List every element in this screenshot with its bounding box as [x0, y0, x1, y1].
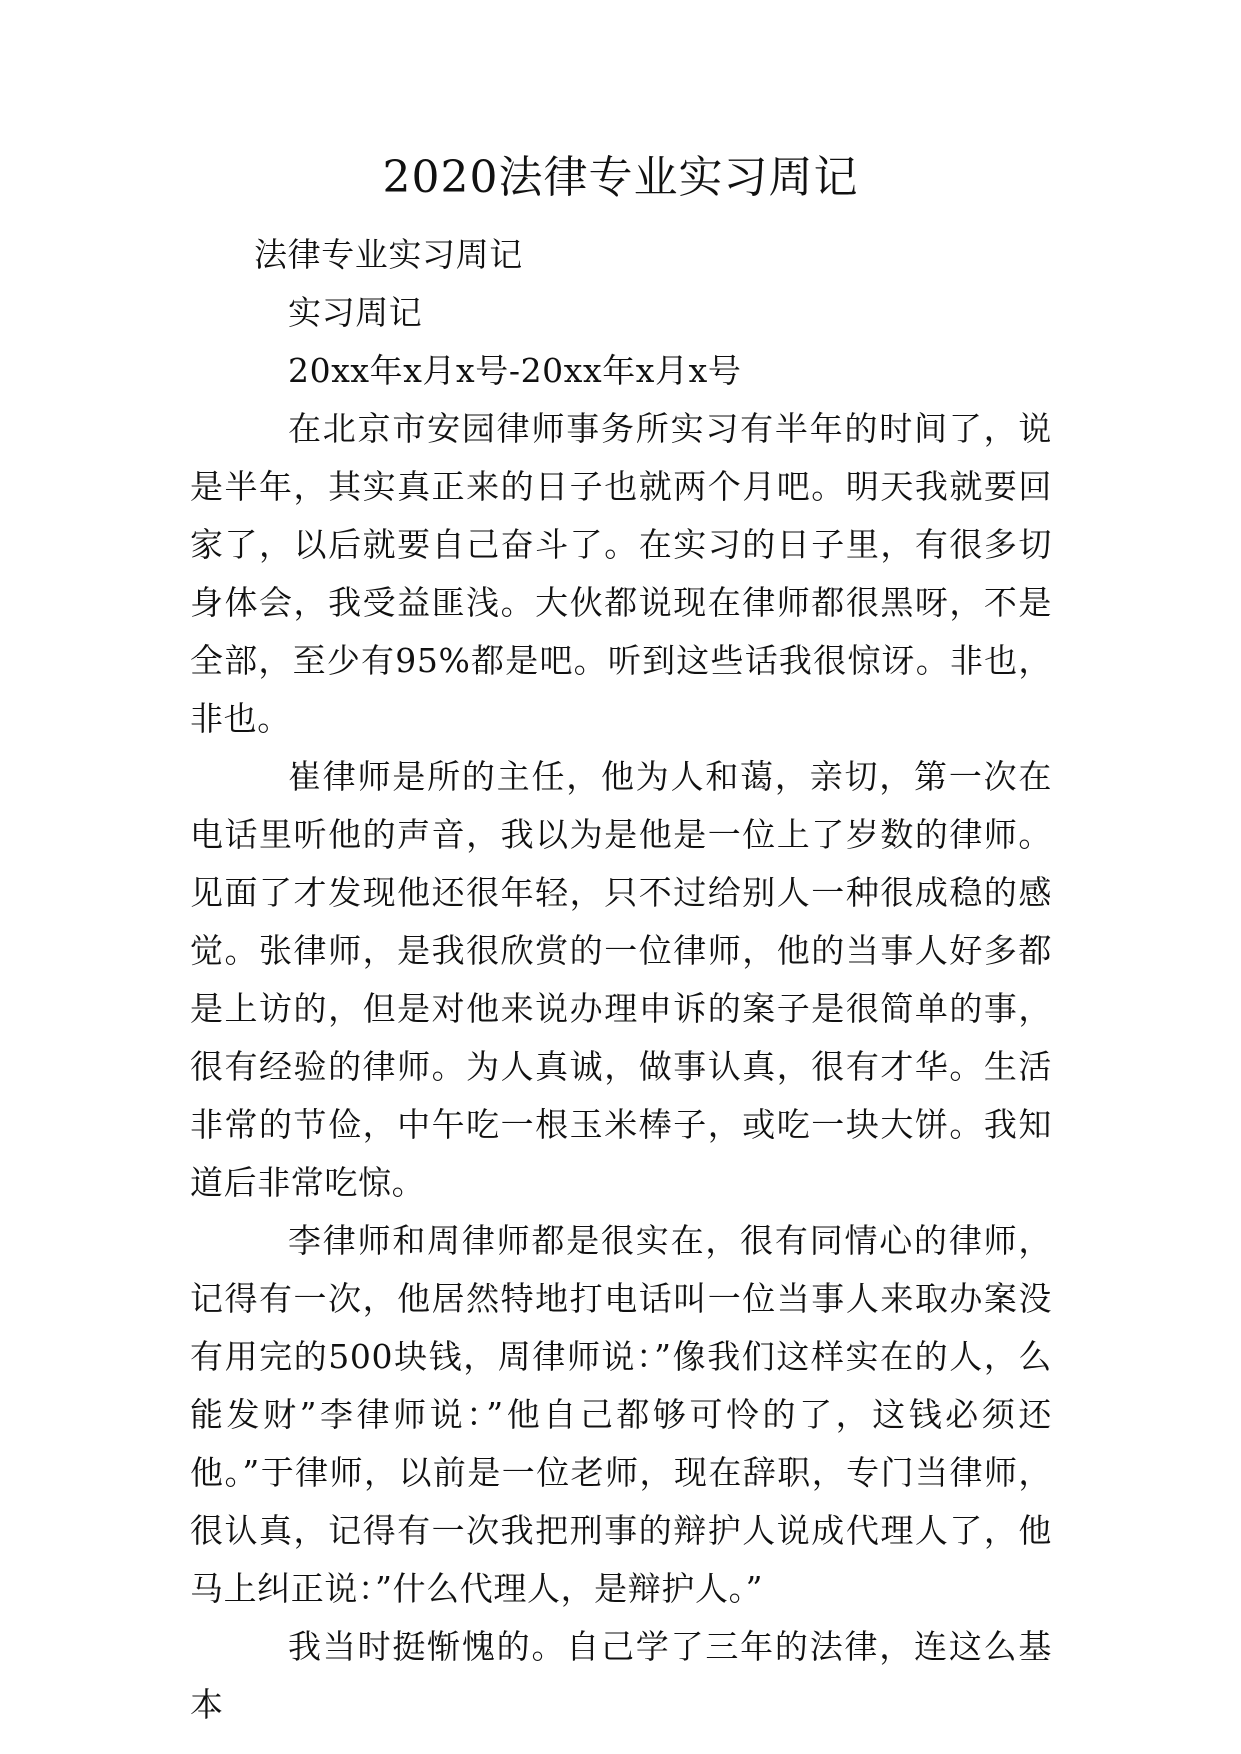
paragraph: 崔律师是所的主任，他为人和蔼，亲切，第一次在电话里听他的声音，我以为是他是一位上了岁数的律师。见面了才发现他还很年轻，只不过给别人一种很成稳的感觉。张律师，是我很欣赏的一位律师，他的当事人好多都是上访的，但是对他来说办理申诉的案子是很简单的事，很有经验的律师。为人真诚，做事认真，很有才华。生活非常的节俭，中午吃一根玉米棒子，或吃一块大饼。我知道后非常吃惊。	[190, 757, 1052, 1202]
paragraph: 李律师和周律师都是很实在，很有同情心的律师，记得有一次，他居然特地打电话叫一位当事人来取办案没有用完的500块钱，周律师说：”像我们这样实在的人，么能发财”李律师说：”他自己都够可怜的了，这钱必须还他。”于律师，以前是一位老师，现在辞职，专门当律师，很认真，记得有一次我把刑事的辩护人说成代理人了，他马上纠正说：”什么代理人，是辩护人。”	[190, 1221, 1052, 1608]
document-body	[190, 226, 1052, 1734]
paragraph: 我当时挺惭愧的。自己学了三年的法律，连这么基本	[190, 1627, 1052, 1724]
document-title: 2020法律专业实习周记	[382, 152, 859, 203]
section-heading: 实习周记	[288, 293, 423, 332]
date-range: 20xx年x月x号-20xx年x月x号	[288, 351, 742, 390]
document-subtitle: 法律专业实习周记	[254, 235, 523, 274]
paragraph: 在北京市安园律师事务所实习有半年的时间了，说是半年，其实真正来的日子也就两个月吧。明天我就要回家了，以后就要自己奋斗了。在实习的日子里，有很多切身体会，我受益匪浅。大伙都说现在律师都很黑呀，不是全部，至少有95%都是吧。听到这些话我很惊讶。非也，非也。	[190, 409, 1052, 738]
